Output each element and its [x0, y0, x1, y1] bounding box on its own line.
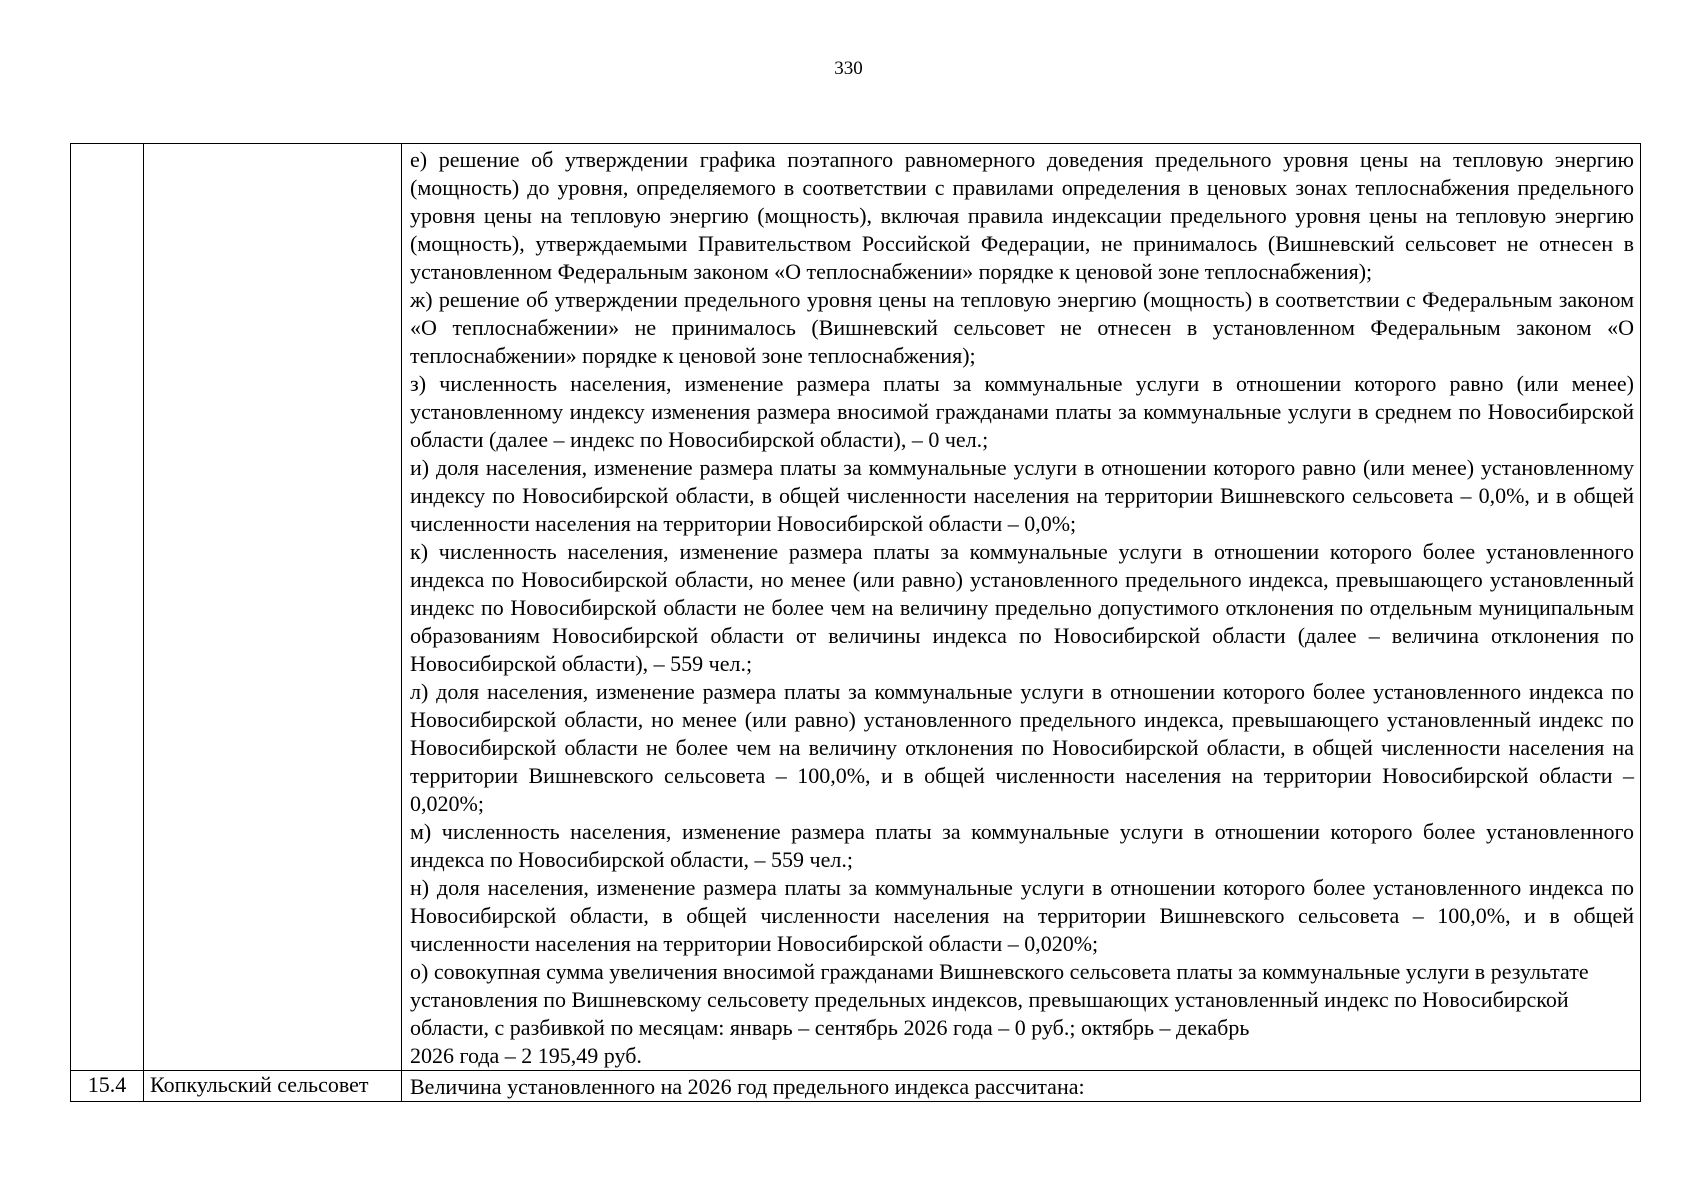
- paragraph-n: н) доля населения, изменение размера платы за коммунальные услуги в отношении которого более установленного индекса по Новосибирской области, в общей численности населения на территории Вишневского сельсовета – 100,0%, и в общей численности населения на территории Новосибирской области – 0,020%;: [410, 875, 1634, 956]
- row-number-cell: [71, 144, 144, 1071]
- page-number: 330: [834, 58, 863, 79]
- paragraph-l: л) доля населения, изменение размера платы за коммунальные услуги в отношении которого более установленного индекса по Новосибирской области, но менее (или равно) установленного предельного индекса, превышающего установленный индекс по Новосибирской области не более чем на величину отклонения по Новосибирской области, в общей численности населения на территории Вишневского сельсовета – 100,0%, и в общей численности населения на территории Новосибирской области – 0,020%;: [410, 679, 1634, 816]
- data-table: [70, 143, 1641, 1102]
- settlement-name-cell: Копкульский сельсовет: [144, 1071, 402, 1102]
- paragraph-o-continuation: 2026 года – 2 195,49 руб.: [410, 1043, 642, 1068]
- table-row: [71, 144, 1641, 1071]
- table-row: [71, 1071, 1641, 1102]
- paragraph-zh: ж) решение об утверждении предельного уровня цены на тепловую энергию (мощность) в соответствии с Федеральным законом «О теплоснабжении» не принималось (Вишневский сельсовет не отнесен в установленном Федеральным законом «О теплоснабжении» порядке к ценовой зоне теплоснабжения);: [410, 287, 1634, 368]
- description-cell: Величина установленного на 2026 год предельного индекса рассчитана:: [402, 1071, 1641, 1102]
- paragraph-i: и) доля населения, изменение размера платы за коммунальные услуги в отношении которого равно (или менее) установленному индексу по Новосибирской области, в общей численности населения на территории Вишневского сельсовета – 0,0%, и в общей численности населения на территории Новосибирской области – 0,0%;: [410, 455, 1634, 536]
- paragraph-e: е) решение об утверждении графика поэтапного равномерного доведения предельного уровня цены на тепловую энергию (мощность) до уровня, определяемого в соответствии с правилами определения в ценовых зонах теплоснабжения предельного уровня цены на тепловую энергию (мощность), включая правила индексации предельного уровня цены на тепловую энергию (мощность), утверждаемыми Правительством Российской Федерации, не принималось (Вишневский сельсовет не отнесен в установленном Федеральным законом «О теплоснабжении» порядке к ценовой зоне теплоснабжения);: [410, 147, 1634, 284]
- paragraph-m: м) численность населения, изменение размера платы за коммунальные услуги в отношении которого более установленного индекса по Новосибирской области, – 559 чел.;: [410, 819, 1634, 872]
- paragraph-o: о) совокупная сумма увеличения вносимой гражданами Вишневского сельсовета платы за коммунальные услуги в результате установления по Вишневскому сельсовету предельных индексов, превышающих установленный индекс по Новосибирской области, с разбивкой по месяцам: январь – сентябрь 2026 года – 0 руб.; октябрь – декабрь: [410, 959, 1589, 1040]
- row-number-cell: 15.4: [71, 1071, 144, 1102]
- settlement-name-cell: [144, 144, 402, 1071]
- paragraph-k: к) численность населения, изменение размера платы за коммунальные услуги в отношении которого более установленного индекса по Новосибирской области, но менее (или равно) установленного предельного индекса, превышающего установленный индекс по Новосибирской области не более чем на величину предельно допустимого отклонения по отдельным муниципальным образованиям Новосибирской области от величины индекса по Новосибирской области (далее – величина отклонения по Новосибирской области), – 559 чел.;: [410, 539, 1634, 676]
- paragraph-z: з) численность населения, изменение размера платы за коммунальные услуги в отношении которого равно (или менее) установленному индексу изменения размера вносимой гражданами платы за коммунальные услуги в среднем по Новосибирской области (далее – индекс по Новосибирской области), – 0 чел.;: [410, 371, 1634, 452]
- description-cell: [402, 144, 1641, 1071]
